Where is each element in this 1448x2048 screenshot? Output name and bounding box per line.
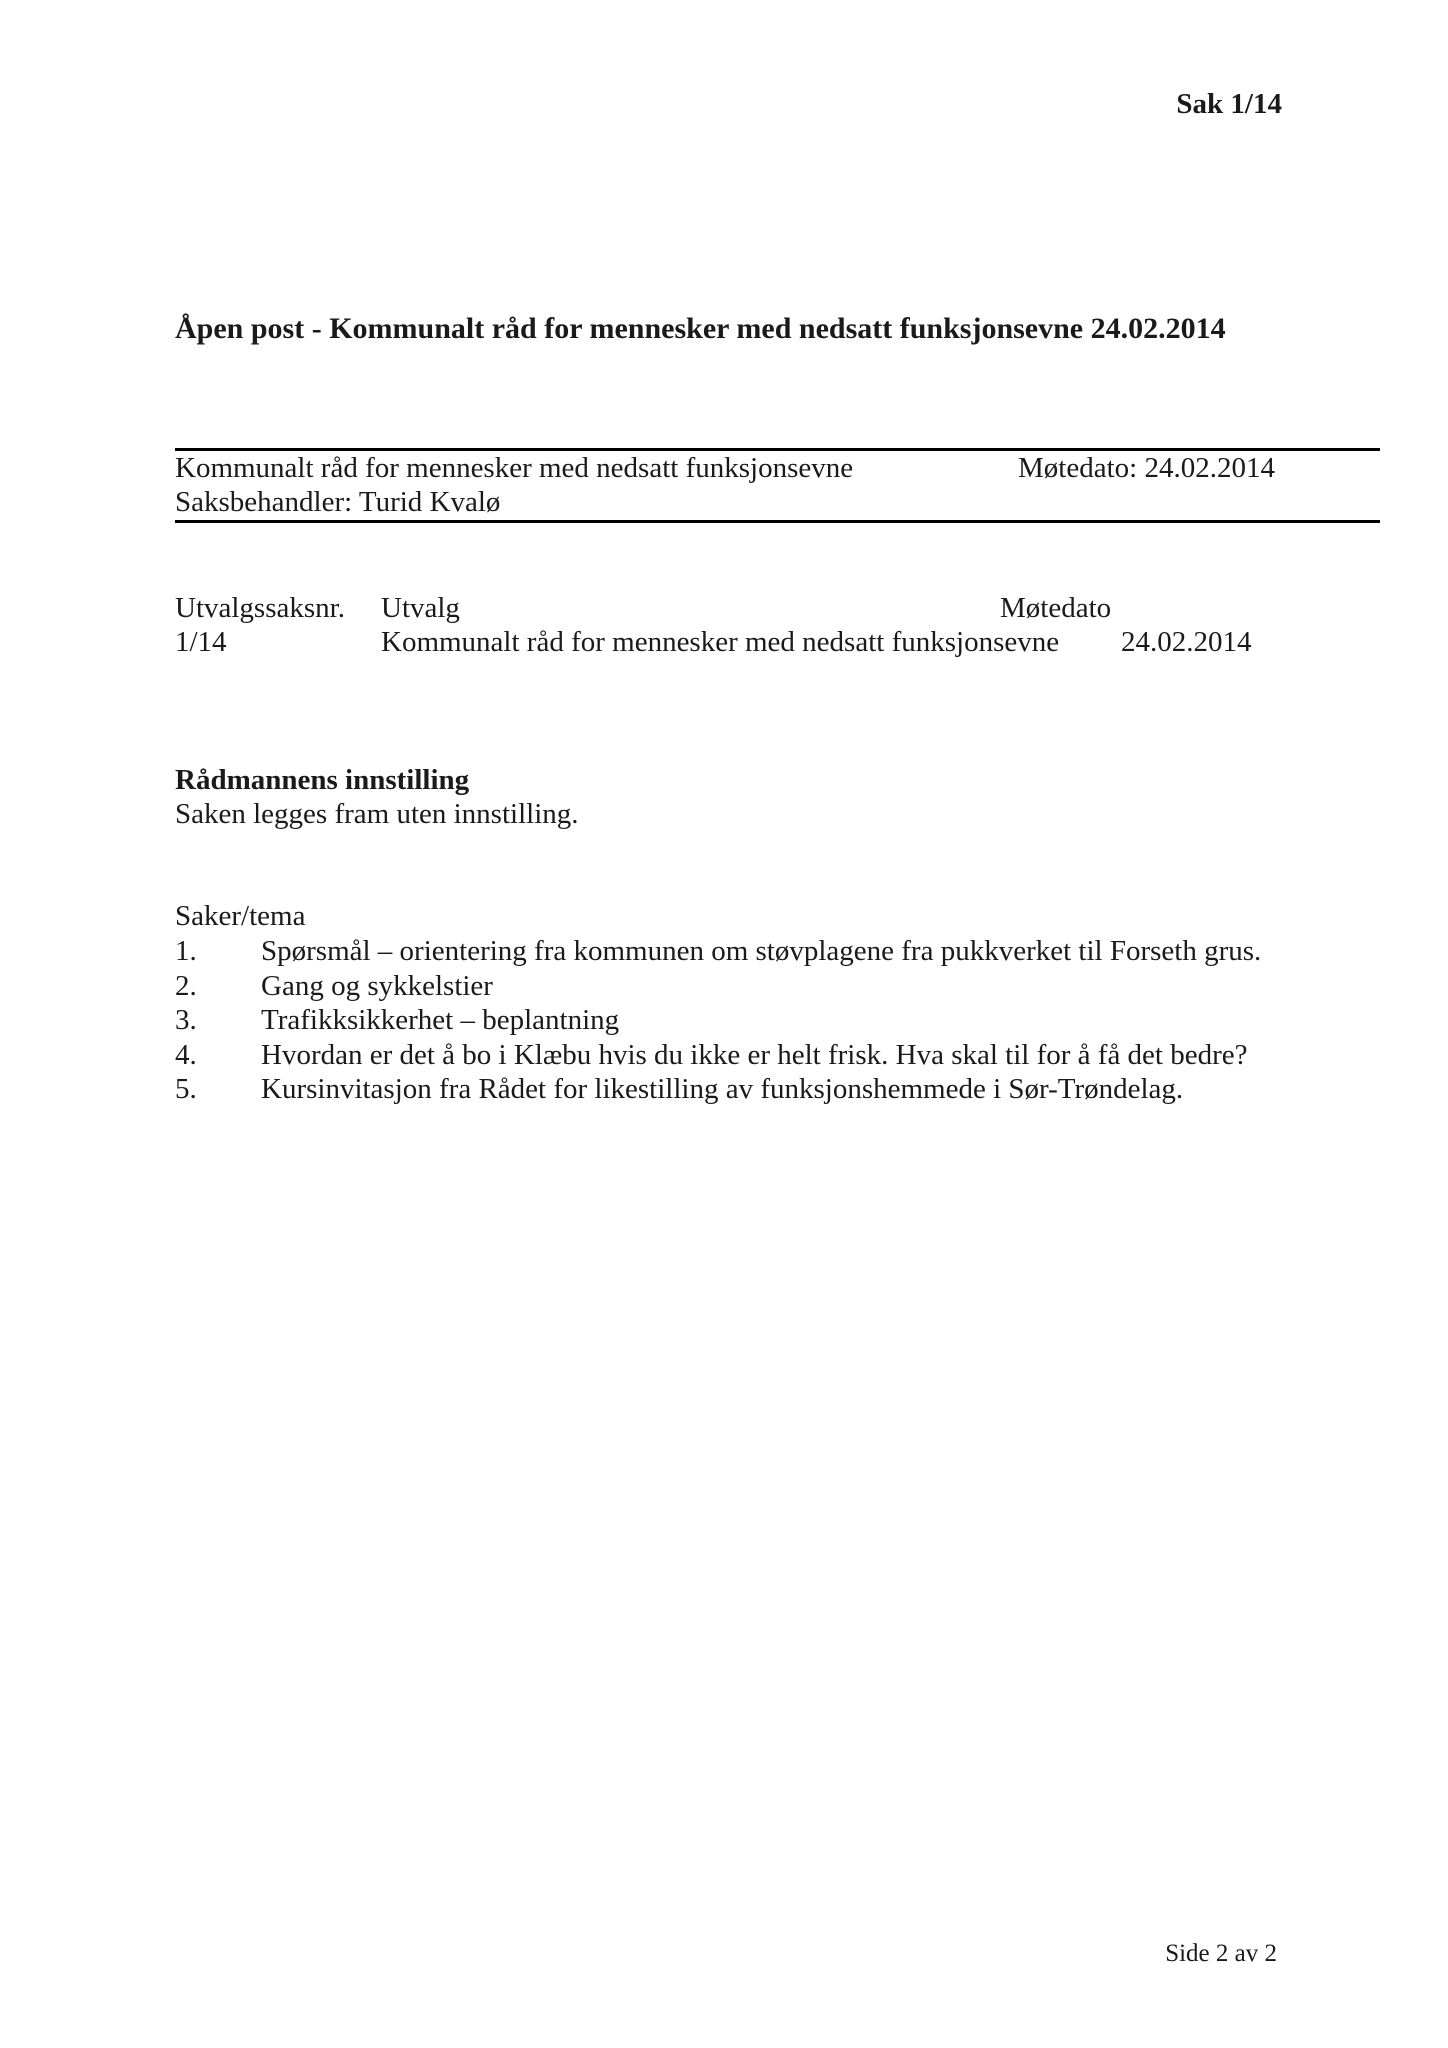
list-item-text: Kursinvitasjon fra Rådet for likestilling av funksjonshemmede i Sør-Trøndelag. <box>261 1073 1184 1105</box>
case-number: Sak 1/14 <box>1176 88 1282 120</box>
list-item-text: Spørsmål – orientering fra kommunen om støvplagene fra pukkverket til Forseth grus. <box>261 935 1262 967</box>
list-item-text: Gang og sykkelstier <box>261 969 493 1002</box>
column-header-utvalg: Utvalg <box>381 592 460 624</box>
page-number: Side 2 av 2 <box>1165 1940 1277 1967</box>
list-item <box>175 1003 1261 1038</box>
list-item-number: 4. <box>175 1038 197 1071</box>
list-item-number: 5. <box>175 1073 197 1105</box>
list-item <box>175 969 1261 1004</box>
case-officer: Saksbehandler: Turid Kvalø <box>175 486 501 518</box>
list-item-number: 1. <box>175 935 197 967</box>
list-item <box>175 1038 1261 1073</box>
table-cell-motedato: 24.02.2014 <box>1121 626 1252 658</box>
meeting-date: Møtedato: 24.02.2014 <box>1018 452 1275 484</box>
topic-list <box>175 934 1261 1107</box>
list-item-number: 3. <box>175 1004 197 1036</box>
table-cell-utvalg: Kommunalt råd for mennesker med nedsatt funksjonsevne <box>381 626 1060 658</box>
recommendation-text: Saken legges fram uten innstilling. <box>175 798 579 830</box>
list-item <box>175 934 1261 969</box>
list-item-text: Trafikksikkerhet – beplantning <box>261 1004 620 1036</box>
topics-heading: Saker/tema <box>175 900 306 932</box>
list-item-text: Hvordan er det å bo i Klæbu hvis du ikke er helt frisk. Hva skal til for å få det bedre? <box>261 1038 1248 1071</box>
committee-name: Kommunalt råd for mennesker med nedsatt funksjonsevne <box>175 452 854 484</box>
column-header-motedato: Møtedato <box>1000 592 1112 624</box>
list-item-number: 2. <box>175 969 197 1002</box>
document-title: Åpen post - Kommunalt råd for mennesker med nedsatt funksjonsevne 24.02.2014 <box>175 312 1226 345</box>
column-header-saksnr: Utvalgssaksnr. <box>175 592 345 624</box>
table-cell-saksnr: 1/14 <box>175 626 227 658</box>
top-divider <box>175 448 1380 451</box>
bottom-divider <box>175 520 1380 523</box>
list-item <box>175 1072 1261 1107</box>
recommendation-heading: Rådmannens innstilling <box>175 764 470 796</box>
